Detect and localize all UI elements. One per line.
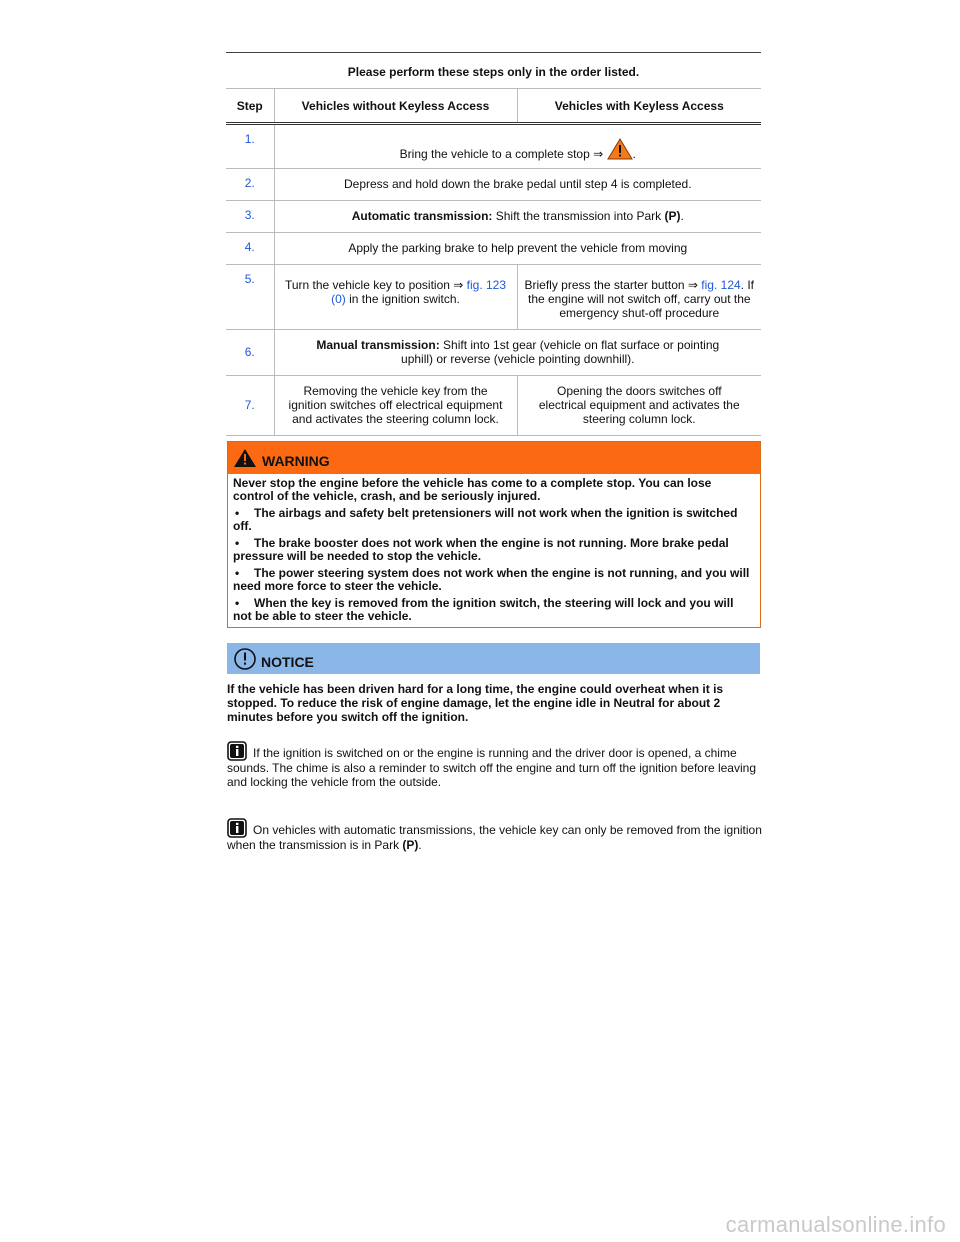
table-row xyxy=(226,169,761,201)
warning-list xyxy=(233,507,755,623)
table-row xyxy=(226,330,761,376)
step-text-main: in the ignition switch. xyxy=(345,292,460,306)
exclamation-circle-icon xyxy=(233,647,257,671)
info-text: On vehicles with automatic transmissions, the vehicle key can only be removed from the ignition when the transmission is in Park xyxy=(227,823,762,852)
bullet: • xyxy=(235,596,240,610)
info-icon xyxy=(227,741,247,761)
step-text-with-keyless xyxy=(517,265,761,330)
step-bold-label: Manual transmission: xyxy=(316,338,440,352)
step-text xyxy=(274,124,761,169)
table-row xyxy=(226,124,761,169)
warning-item xyxy=(233,567,755,593)
warning-body xyxy=(228,474,760,627)
step-text-suffix: . xyxy=(680,209,684,223)
fig-123-link[interactable]: fig. 123 (0) xyxy=(331,278,507,306)
header-with-keyless: Vehicles with Keyless Access xyxy=(517,89,761,124)
warning-item-text: The brake booster does not work when the engine is not running. More brake pedal pressure will be needed to stop the vehicle. xyxy=(233,536,729,563)
step-text-main: . If the engine will not switch off, carry out the emergency shut-off procedure xyxy=(527,278,755,320)
warning-triangle-icon xyxy=(233,448,257,468)
step-text-main: Briefly press the starter button ⇒ xyxy=(524,278,702,292)
step-text-with-keyless: Opening the doors switches off electrical equipment and activates the steering column lock. xyxy=(517,376,761,436)
notice-title: NOTICE xyxy=(261,654,314,670)
warning-item-text: When the key is removed from the ignition switch, the steering will lock and you will not be able to steer the vehicle. xyxy=(233,596,734,623)
step-number-link[interactable]: 3. xyxy=(226,201,274,233)
step-number-link[interactable]: 4. xyxy=(226,233,274,265)
watermark: carmanualsonline.info xyxy=(725,1212,946,1237)
step-text-main: Shift into 1st gear (vehicle on flat surface or pointing uphill) or reverse (vehicle pointing downhill). xyxy=(401,338,720,366)
step-bold-label: Automatic transmission: xyxy=(351,209,493,223)
notice-text: If the vehicle has been driven hard for a long time, the engine could overheat when it is stopped. To reduce the risk of engine damage, let the engine idle in Neutral for about 2 minutes before you switch off the ignition. xyxy=(227,682,724,724)
step-text: Depress and hold down the brake pedal until step 4 is completed. xyxy=(274,169,761,201)
warning-item-text: The airbags and safety belt pretensioners will not work when the ignition is switched off. xyxy=(233,506,738,533)
bullet: • xyxy=(235,506,240,520)
step-number-link[interactable]: 1. xyxy=(226,124,274,169)
fig-124-link[interactable]: fig. 124 xyxy=(701,278,741,292)
step-text-main: Bring the vehicle to a complete stop ⇒ xyxy=(399,147,607,161)
step-text-without-keyless: Removing the vehicle key from the ignition switches off electrical equipment and activates the steering column lock. xyxy=(274,376,517,436)
bullet: • xyxy=(235,566,240,580)
warning-item xyxy=(233,537,755,563)
bullet: • xyxy=(235,536,240,550)
step-text-suffix: . xyxy=(632,147,636,161)
warning-box xyxy=(227,441,761,628)
warning-item-text: The power steering system does not work when the engine is not running, and you will need more force to steer the vehicle. xyxy=(233,566,750,593)
warning-header xyxy=(228,442,760,474)
header-without-keyless: Vehicles without Keyless Access xyxy=(274,89,517,124)
step-text-main: Shift the transmission into Park xyxy=(492,209,665,223)
header-step: Step xyxy=(226,89,274,124)
procedure-table xyxy=(226,52,761,436)
warning-item xyxy=(233,597,755,623)
table-row xyxy=(226,265,761,330)
info-text-suffix: . xyxy=(418,838,422,852)
table-row xyxy=(226,376,761,436)
step-text xyxy=(274,201,761,233)
step-number-link[interactable]: 2. xyxy=(226,169,274,201)
park-label: (P) xyxy=(402,838,419,852)
step-text: Apply the parking brake to help prevent the vehicle from moving xyxy=(274,233,761,265)
step-number-link[interactable]: 6. xyxy=(226,330,274,376)
step-number-link[interactable]: 7. xyxy=(226,376,274,436)
info-note xyxy=(227,741,762,789)
warning-title: WARNING xyxy=(262,453,330,469)
step-number-link[interactable]: 5. xyxy=(226,265,274,330)
step-text xyxy=(274,330,761,376)
step-text-without-keyless xyxy=(274,265,517,330)
park-label: (P) xyxy=(664,209,681,223)
procedure-table-container xyxy=(226,52,761,436)
table-row xyxy=(226,201,761,233)
info-icon xyxy=(227,818,247,838)
table-caption: Please perform these steps only in the order listed. xyxy=(226,53,761,89)
step-text-main: Turn the vehicle key to position ⇒ xyxy=(284,278,467,292)
info-text: If the ignition is switched on or the engine is running and the driver door is opened, a chime sounds. The chime is also a reminder to switch off the engine and turn off the ignition before leaving and locking the vehicle from the outside. xyxy=(227,746,756,789)
info-note xyxy=(227,818,762,852)
warning-intro: Never stop the engine before the vehicle has come to a complete stop. You can lose control of the vehicle, crash, and be seriously injured. xyxy=(233,476,712,503)
notice-header xyxy=(227,643,760,674)
table-row xyxy=(226,233,761,265)
warning-triangle-icon[interactable] xyxy=(607,138,633,160)
warning-item xyxy=(233,507,755,533)
